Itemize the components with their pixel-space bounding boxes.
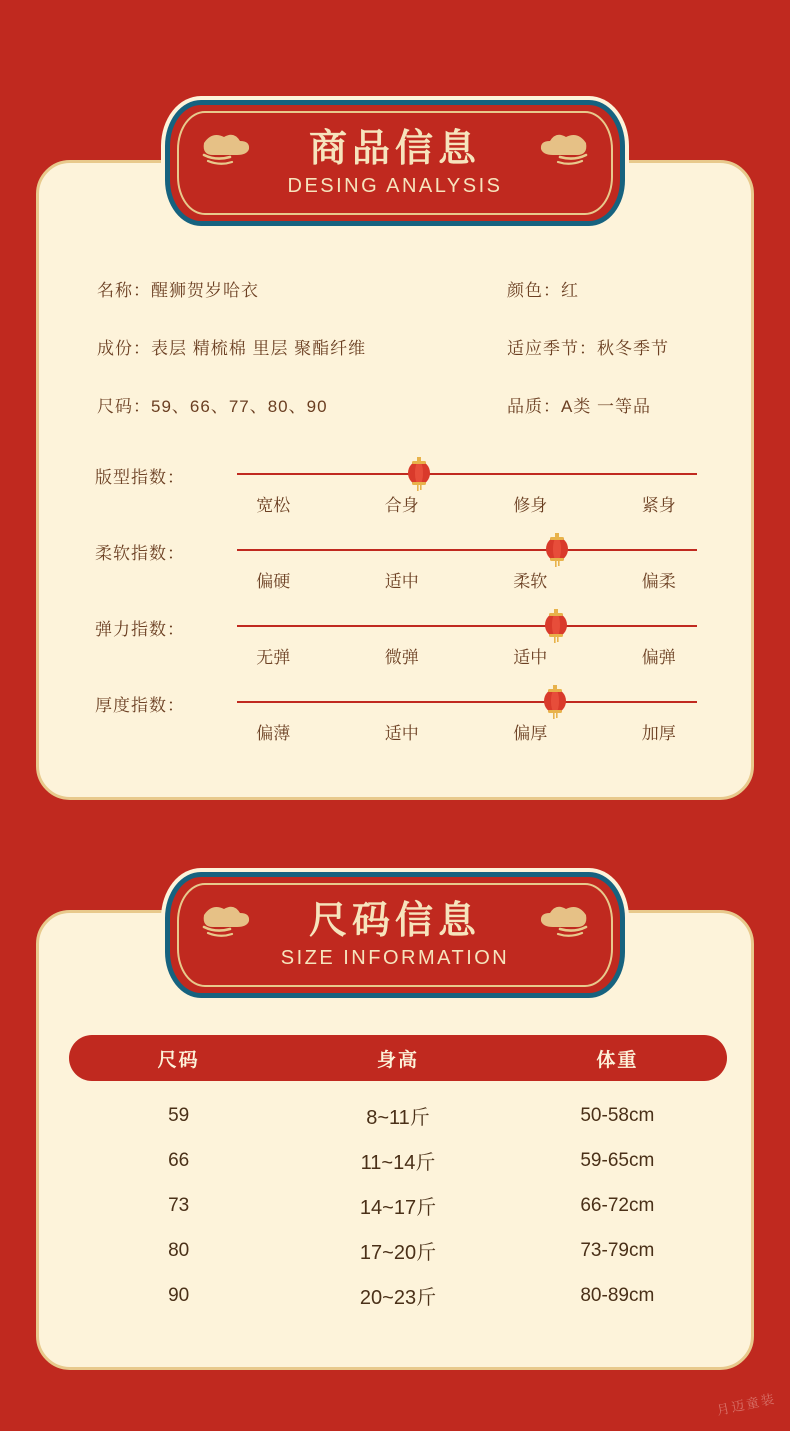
table-row bbox=[69, 1183, 727, 1228]
cell-size: 73 bbox=[168, 1194, 190, 1216]
size-table-body bbox=[69, 1093, 727, 1318]
table-row bbox=[69, 1093, 727, 1138]
index-ticks bbox=[209, 567, 723, 592]
index-tick: 适中 bbox=[513, 648, 548, 667]
index-block-elasticity bbox=[39, 601, 751, 677]
cell-weight: 66-72cm bbox=[580, 1194, 655, 1216]
index-tick: 偏薄 bbox=[256, 724, 291, 743]
cell-size: 80 bbox=[168, 1239, 190, 1261]
index-tick: 适中 bbox=[384, 572, 419, 591]
index-tick: 柔软 bbox=[513, 572, 548, 591]
product-info-banner bbox=[165, 100, 625, 226]
index-tick: 加厚 bbox=[641, 724, 676, 743]
cell-size: 90 bbox=[168, 1284, 190, 1306]
index-tick: 偏硬 bbox=[256, 572, 291, 591]
index-ticks bbox=[209, 643, 723, 668]
index-block-softness bbox=[39, 525, 751, 601]
lantern-marker-icon[interactable] bbox=[542, 685, 568, 719]
index-block-thickness bbox=[39, 677, 751, 753]
cell-weight: 59-65cm bbox=[580, 1149, 655, 1171]
spec-sizes: 尺码：59、66、77、80、90 bbox=[97, 396, 328, 416]
cloud-ornament-icon bbox=[534, 901, 592, 937]
index-block-fit bbox=[39, 449, 751, 525]
size-table-header bbox=[69, 1035, 727, 1081]
index-label: 厚度指数： bbox=[95, 696, 185, 715]
index-track[interactable] bbox=[237, 549, 697, 551]
index-tick: 偏厚 bbox=[513, 724, 548, 743]
index-tick: 合身 bbox=[384, 496, 419, 515]
cloud-ornament-icon bbox=[198, 129, 256, 165]
banner-title-cn: 商品信息 bbox=[308, 127, 481, 170]
index-label: 弹力指数： bbox=[95, 620, 185, 639]
product-info-card bbox=[36, 160, 754, 800]
banner-title-en: SIZE INFORMATION bbox=[280, 947, 510, 970]
spec-color: 颜色：红 bbox=[507, 280, 579, 300]
watermark: 月迈童装 bbox=[715, 1390, 778, 1419]
lantern-marker-icon[interactable] bbox=[544, 533, 570, 567]
cell-size: 66 bbox=[168, 1149, 190, 1171]
table-row bbox=[69, 1273, 727, 1318]
spec-season: 适应季节：秋冬季节 bbox=[507, 338, 669, 358]
size-column-header: 体重 bbox=[596, 1049, 639, 1071]
index-list bbox=[39, 449, 751, 753]
spec-list bbox=[39, 259, 751, 433]
cell-height: 8~11斤 bbox=[366, 1107, 430, 1129]
cloud-ornament-icon bbox=[534, 129, 592, 165]
spec-row bbox=[39, 317, 751, 375]
size-info-banner bbox=[165, 872, 625, 998]
cell-height: 17~20斤 bbox=[359, 1242, 437, 1264]
index-tick: 偏弹 bbox=[641, 648, 676, 667]
spec-quality: 品质：A类 一等品 bbox=[507, 396, 652, 416]
index-tick: 修身 bbox=[513, 496, 548, 515]
cell-weight: 80-89cm bbox=[580, 1284, 655, 1306]
index-tick: 偏柔 bbox=[641, 572, 676, 591]
index-tick: 紧身 bbox=[641, 496, 676, 515]
spec-name: 名称：醒狮贺岁哈衣 bbox=[97, 280, 259, 300]
cloud-ornament-icon bbox=[198, 901, 256, 937]
size-column-header: 身高 bbox=[376, 1049, 419, 1071]
index-track[interactable] bbox=[237, 625, 697, 627]
index-tick: 无弹 bbox=[256, 648, 291, 667]
size-column-header: 尺码 bbox=[157, 1049, 200, 1071]
cell-height: 14~17斤 bbox=[359, 1197, 437, 1219]
index-track[interactable] bbox=[237, 701, 697, 703]
cell-size: 59 bbox=[168, 1104, 190, 1126]
cell-weight: 50-58cm bbox=[580, 1104, 655, 1126]
spec-material: 成份：表层 精梳棉 里层 聚酯纤维 bbox=[97, 338, 367, 358]
banner-title-cn: 尺码信息 bbox=[308, 899, 481, 942]
index-ticks bbox=[209, 491, 723, 516]
lantern-marker-icon[interactable] bbox=[543, 609, 569, 643]
index-tick: 微弹 bbox=[384, 648, 419, 667]
index-ticks bbox=[209, 719, 723, 744]
index-tick: 适中 bbox=[384, 724, 419, 743]
spec-row bbox=[39, 259, 751, 317]
table-row bbox=[69, 1138, 727, 1183]
cell-weight: 73-79cm bbox=[580, 1239, 655, 1261]
index-label: 版型指数： bbox=[95, 468, 185, 487]
banner-title-en: DESING ANALYSIS bbox=[287, 175, 503, 198]
index-tick: 宽松 bbox=[256, 496, 291, 515]
spec-row bbox=[39, 375, 751, 433]
cell-height: 11~14斤 bbox=[360, 1152, 436, 1174]
index-track[interactable] bbox=[237, 473, 697, 475]
cell-height: 20~23斤 bbox=[359, 1287, 437, 1309]
table-row bbox=[69, 1228, 727, 1273]
lantern-marker-icon[interactable] bbox=[406, 457, 432, 491]
index-label: 柔软指数： bbox=[95, 544, 185, 563]
